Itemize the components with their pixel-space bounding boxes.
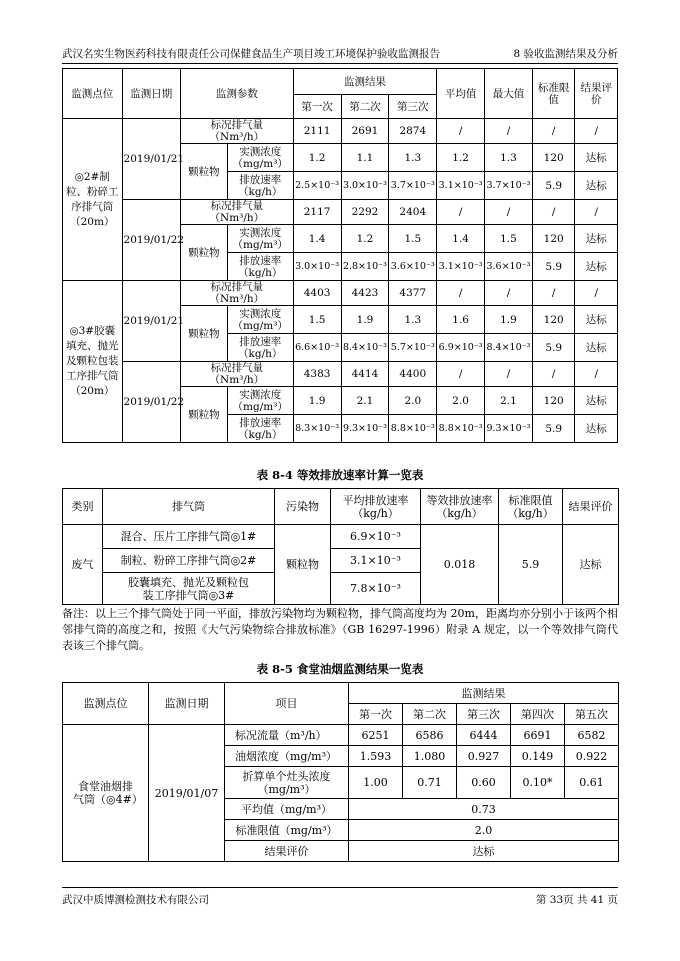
t2-category: 废气 bbox=[63, 525, 103, 605]
t3-limit-label: 标准限值（mg/m³） bbox=[225, 820, 349, 841]
flow-value: 4414 bbox=[341, 362, 389, 387]
flow-value: 4400 bbox=[389, 362, 437, 387]
col-max: 最大值 bbox=[485, 69, 533, 119]
rate-value: 3.6×10⁻³ bbox=[389, 253, 437, 281]
t3-date: 2019/01/07 bbox=[149, 725, 225, 862]
t3-val: 6251 bbox=[349, 725, 403, 746]
page-number: 第 33页 共 41 页 bbox=[535, 894, 618, 906]
limit-value: 5.9 bbox=[532, 415, 575, 443]
param-conc-label: 实测浓度（mg/m³） bbox=[227, 225, 293, 253]
avg-value: 3.1×10⁻³ bbox=[437, 172, 485, 200]
max-value: / bbox=[485, 362, 533, 387]
table-note: 备注：以上三个排气筒处于同一平面，排放污染物均为颗粒物，排气筒高度均为 20m，距离均亦分别小于该两个相邻排气筒的高度之和，按照《大气污染物综合排放标准》（GB 16297-1996）附录 A 规定，以一个等效排气筒代表该三个排气筒。 bbox=[62, 607, 618, 652]
flow-value: 2292 bbox=[341, 200, 389, 225]
t3-col-run: 第一次 bbox=[349, 704, 403, 725]
col-eval: 结果评价 bbox=[575, 69, 618, 119]
rate-value: 3.7×10⁻³ bbox=[389, 172, 437, 200]
conc-value: 1.2 bbox=[341, 225, 389, 253]
t2-avg-rate: 3.1×10⁻³ bbox=[331, 549, 421, 573]
t2-stack: 混合、压片工序排气筒◎1# bbox=[103, 525, 275, 549]
avg-value: 1.2 bbox=[437, 144, 485, 172]
max-value: 3.7×10⁻³ bbox=[485, 172, 533, 200]
t2-col-limit: 标准限值（kg/h） bbox=[499, 489, 563, 525]
param-rate-label: 排放速率（kg/h） bbox=[227, 415, 293, 443]
max-value: / bbox=[485, 281, 533, 306]
eval-value: 达标 bbox=[575, 144, 618, 172]
max-value: 2.1 bbox=[485, 387, 533, 415]
eval-value: / bbox=[575, 362, 618, 387]
t3-col-run: 第二次 bbox=[403, 704, 457, 725]
col-param: 监测参数 bbox=[181, 69, 294, 119]
pollutant-name: 颗粒物 bbox=[181, 225, 228, 281]
eval-value: / bbox=[575, 281, 618, 306]
t3-eval-label: 结果评价 bbox=[225, 841, 349, 862]
eval-value: 达标 bbox=[575, 225, 618, 253]
conc-value: 1.2 bbox=[293, 144, 341, 172]
t2-col-category: 类别 bbox=[63, 489, 103, 525]
col-date: 监测日期 bbox=[122, 69, 180, 119]
t3-val: 1.080 bbox=[403, 746, 457, 767]
t3-val: 0.149 bbox=[511, 746, 565, 767]
max-value: 3.6×10⁻³ bbox=[485, 253, 533, 281]
eval-value: / bbox=[575, 119, 618, 144]
eval-value: 达标 bbox=[575, 172, 618, 200]
rate-value: 2.5×10⁻³ bbox=[293, 172, 341, 200]
avg-value: / bbox=[437, 200, 485, 225]
col-run-3: 第三次 bbox=[389, 95, 437, 119]
max-value: 1.5 bbox=[485, 225, 533, 253]
t3-item: 折算单个灶头浓度（mg/m³） bbox=[225, 767, 349, 799]
flow-value: 2117 bbox=[293, 200, 341, 225]
flow-value: 2404 bbox=[389, 200, 437, 225]
rate-value: 6.6×10⁻³ bbox=[293, 334, 341, 362]
param-flow-label: 标况排气量（Nm³/h） bbox=[181, 362, 294, 387]
t2-stack: 胶囊填充、抛光及颗粒包装工序排气筒◎3# bbox=[103, 573, 275, 605]
limit-value: 120 bbox=[532, 387, 575, 415]
t3-col-run: 第四次 bbox=[511, 704, 565, 725]
footer-rule bbox=[62, 887, 618, 888]
t3-eval: 达标 bbox=[349, 841, 619, 862]
flow-value: 2874 bbox=[389, 119, 437, 144]
rate-value: 5.7×10⁻³ bbox=[389, 334, 437, 362]
conc-value: 1.4 bbox=[293, 225, 341, 253]
col-limit: 标准限值 bbox=[532, 69, 575, 119]
avg-value: 8.8×10⁻³ bbox=[437, 415, 485, 443]
t2-col-equiv-rate: 等效排放速率（kg/h） bbox=[421, 489, 499, 525]
col-run-1: 第一次 bbox=[293, 95, 341, 119]
conc-value: 2.1 bbox=[341, 387, 389, 415]
monitoring-date: 2019/01/22 bbox=[122, 200, 180, 281]
rate-value: 2.8×10⁻³ bbox=[341, 253, 389, 281]
table-8-4-caption: 表 8-4 等效排放速率计算一览表 bbox=[256, 468, 424, 482]
t3-col-run: 第五次 bbox=[565, 704, 619, 725]
param-rate-label: 排放速率（kg/h） bbox=[227, 334, 293, 362]
eval-value: 达标 bbox=[575, 415, 618, 443]
col-point: 监测点位 bbox=[63, 69, 123, 119]
limit-value: 120 bbox=[532, 225, 575, 253]
t2-limit: 5.9 bbox=[499, 525, 563, 605]
t3-col-date: 监测日期 bbox=[149, 683, 225, 725]
t3-val: 0.10* bbox=[511, 767, 565, 799]
flow-value: 4403 bbox=[293, 281, 341, 306]
param-conc-label: 实测浓度（mg/m³） bbox=[227, 306, 293, 334]
t3-item: 标况流量（m³/h） bbox=[225, 725, 349, 746]
flow-value: 4383 bbox=[293, 362, 341, 387]
limit-value: 5.9 bbox=[532, 334, 575, 362]
param-flow-label: 标况排气量（Nm³/h） bbox=[181, 281, 294, 306]
t3-col-item: 项目 bbox=[225, 683, 349, 725]
pollutant-name: 颗粒物 bbox=[181, 306, 228, 362]
t2-pollutant: 颗粒物 bbox=[275, 525, 331, 605]
pollutant-name: 颗粒物 bbox=[181, 144, 228, 200]
t3-avg: 0.73 bbox=[349, 799, 619, 820]
t3-val: 0.60 bbox=[457, 767, 511, 799]
t3-val: 0.71 bbox=[403, 767, 457, 799]
avg-value: / bbox=[437, 281, 485, 306]
t3-val: 0.61 bbox=[565, 767, 619, 799]
equivalent-rate-table bbox=[62, 488, 619, 605]
exhaust-monitoring-table bbox=[62, 68, 618, 443]
monitoring-date: 2019/01/21 bbox=[122, 119, 180, 200]
avg-value: 2.0 bbox=[437, 387, 485, 415]
limit-value: 5.9 bbox=[532, 253, 575, 281]
monitoring-date: 2019/01/22 bbox=[122, 362, 180, 443]
section-title: 8 验收监测结果及分析 bbox=[513, 48, 618, 60]
conc-value: 1.3 bbox=[389, 144, 437, 172]
param-flow-label: 标况排气量（Nm³/h） bbox=[181, 200, 294, 225]
t3-point: 食堂油烟排气筒（◎4#） bbox=[63, 725, 149, 862]
limit-value: 120 bbox=[532, 306, 575, 334]
max-value: 1.3 bbox=[485, 144, 533, 172]
monitoring-point: ◎3#胶囊填充、抛光及颗粒包装工序排气筒（20m） bbox=[63, 281, 123, 443]
param-rate-label: 排放速率（kg/h） bbox=[227, 172, 293, 200]
limit-value: / bbox=[532, 362, 575, 387]
flow-value: 4377 bbox=[389, 281, 437, 306]
conc-value: 1.9 bbox=[293, 387, 341, 415]
eval-value: 达标 bbox=[575, 306, 618, 334]
avg-value: / bbox=[437, 119, 485, 144]
t2-stack: 制粒、粉碎工序排气筒◎2# bbox=[103, 549, 275, 573]
rate-value: 8.3×10⁻³ bbox=[293, 415, 341, 443]
flow-value: 2691 bbox=[341, 119, 389, 144]
avg-value: 6.9×10⁻³ bbox=[437, 334, 485, 362]
t3-val: 6582 bbox=[565, 725, 619, 746]
max-value: 9.3×10⁻³ bbox=[485, 415, 533, 443]
t2-avg-rate: 7.8×10⁻³ bbox=[331, 573, 421, 605]
t3-val: 6444 bbox=[457, 725, 511, 746]
max-value: / bbox=[485, 200, 533, 225]
t3-col-run: 第三次 bbox=[457, 704, 511, 725]
t2-col-avg-rate: 平均排放速率（kg/h） bbox=[331, 489, 421, 525]
rate-value: 8.4×10⁻³ bbox=[341, 334, 389, 362]
t3-val: 0.927 bbox=[457, 746, 511, 767]
limit-value: / bbox=[532, 200, 575, 225]
t3-val: 1.593 bbox=[349, 746, 403, 767]
conc-value: 1.1 bbox=[341, 144, 389, 172]
page-header bbox=[62, 47, 618, 61]
max-value: / bbox=[485, 119, 533, 144]
limit-value: 5.9 bbox=[532, 172, 575, 200]
pollutant-name: 颗粒物 bbox=[181, 387, 228, 443]
t2-eval: 达标 bbox=[563, 525, 619, 605]
t2-equiv-rate: 0.018 bbox=[421, 525, 499, 605]
param-conc-label: 实测浓度（mg/m³） bbox=[227, 144, 293, 172]
t3-limit: 2.0 bbox=[349, 820, 619, 841]
eval-value: 达标 bbox=[575, 334, 618, 362]
kitchen-fume-table bbox=[62, 682, 619, 862]
param-conc-label: 实测浓度（mg/m³） bbox=[227, 387, 293, 415]
t2-col-eval: 结果评价 bbox=[563, 489, 619, 525]
eval-value: / bbox=[575, 200, 618, 225]
col-run-2: 第二次 bbox=[341, 95, 389, 119]
t3-item: 油烟浓度（mg/m³） bbox=[225, 746, 349, 767]
t3-val: 1.00 bbox=[349, 767, 403, 799]
max-value: 8.4×10⁻³ bbox=[485, 334, 533, 362]
avg-value: 1.4 bbox=[437, 225, 485, 253]
t3-val: 6691 bbox=[511, 725, 565, 746]
limit-value: 120 bbox=[532, 144, 575, 172]
t3-val: 6586 bbox=[403, 725, 457, 746]
avg-value: 3.1×10⁻³ bbox=[437, 253, 485, 281]
conc-value: 1.9 bbox=[341, 306, 389, 334]
rate-value: 8.8×10⁻³ bbox=[389, 415, 437, 443]
limit-value: / bbox=[532, 119, 575, 144]
rate-value: 3.0×10⁻³ bbox=[293, 253, 341, 281]
t3-col-results: 监测结果 bbox=[349, 683, 619, 704]
conc-value: 1.3 bbox=[389, 306, 437, 334]
t2-avg-rate: 6.9×10⁻³ bbox=[331, 525, 421, 549]
t2-col-pollutant: 污染物 bbox=[275, 489, 331, 525]
monitoring-point: ◎2#制粒、粉碎工序排气筒（20m） bbox=[63, 119, 123, 281]
param-rate-label: 排放速率（kg/h） bbox=[227, 253, 293, 281]
t3-avg-label: 平均值（mg/m³） bbox=[225, 799, 349, 820]
eval-value: 达标 bbox=[575, 253, 618, 281]
page-footer bbox=[62, 892, 618, 907]
t3-col-point: 监测点位 bbox=[63, 683, 149, 725]
col-avg: 平均值 bbox=[437, 69, 485, 119]
flow-value: 2111 bbox=[293, 119, 341, 144]
eval-value: 达标 bbox=[575, 387, 618, 415]
rate-value: 9.3×10⁻³ bbox=[341, 415, 389, 443]
t2-col-stack: 排气筒 bbox=[103, 489, 275, 525]
report-title: 武汉名实生物医药科技有限责任公司保健食品生产项目竣工环境保护验收监测报告 bbox=[62, 48, 440, 60]
footer-company: 武汉中质博测检测技术有限公司 bbox=[62, 894, 209, 906]
conc-value: 1.5 bbox=[293, 306, 341, 334]
avg-value: 1.6 bbox=[437, 306, 485, 334]
monitoring-date: 2019/01/21 bbox=[122, 281, 180, 362]
t3-val: 0.922 bbox=[565, 746, 619, 767]
rate-value: 3.0×10⁻³ bbox=[341, 172, 389, 200]
limit-value: / bbox=[532, 281, 575, 306]
table-8-5-caption: 表 8-5 食堂油烟监测结果一览表 bbox=[256, 662, 424, 676]
max-value: 1.9 bbox=[485, 306, 533, 334]
col-results: 监测结果 bbox=[293, 69, 437, 95]
conc-value: 1.5 bbox=[389, 225, 437, 253]
conc-value: 2.0 bbox=[389, 387, 437, 415]
param-flow-label: 标况排气量（Nm³/h） bbox=[181, 119, 294, 144]
avg-value: / bbox=[437, 362, 485, 387]
header-rule bbox=[62, 63, 618, 64]
flow-value: 4423 bbox=[341, 281, 389, 306]
